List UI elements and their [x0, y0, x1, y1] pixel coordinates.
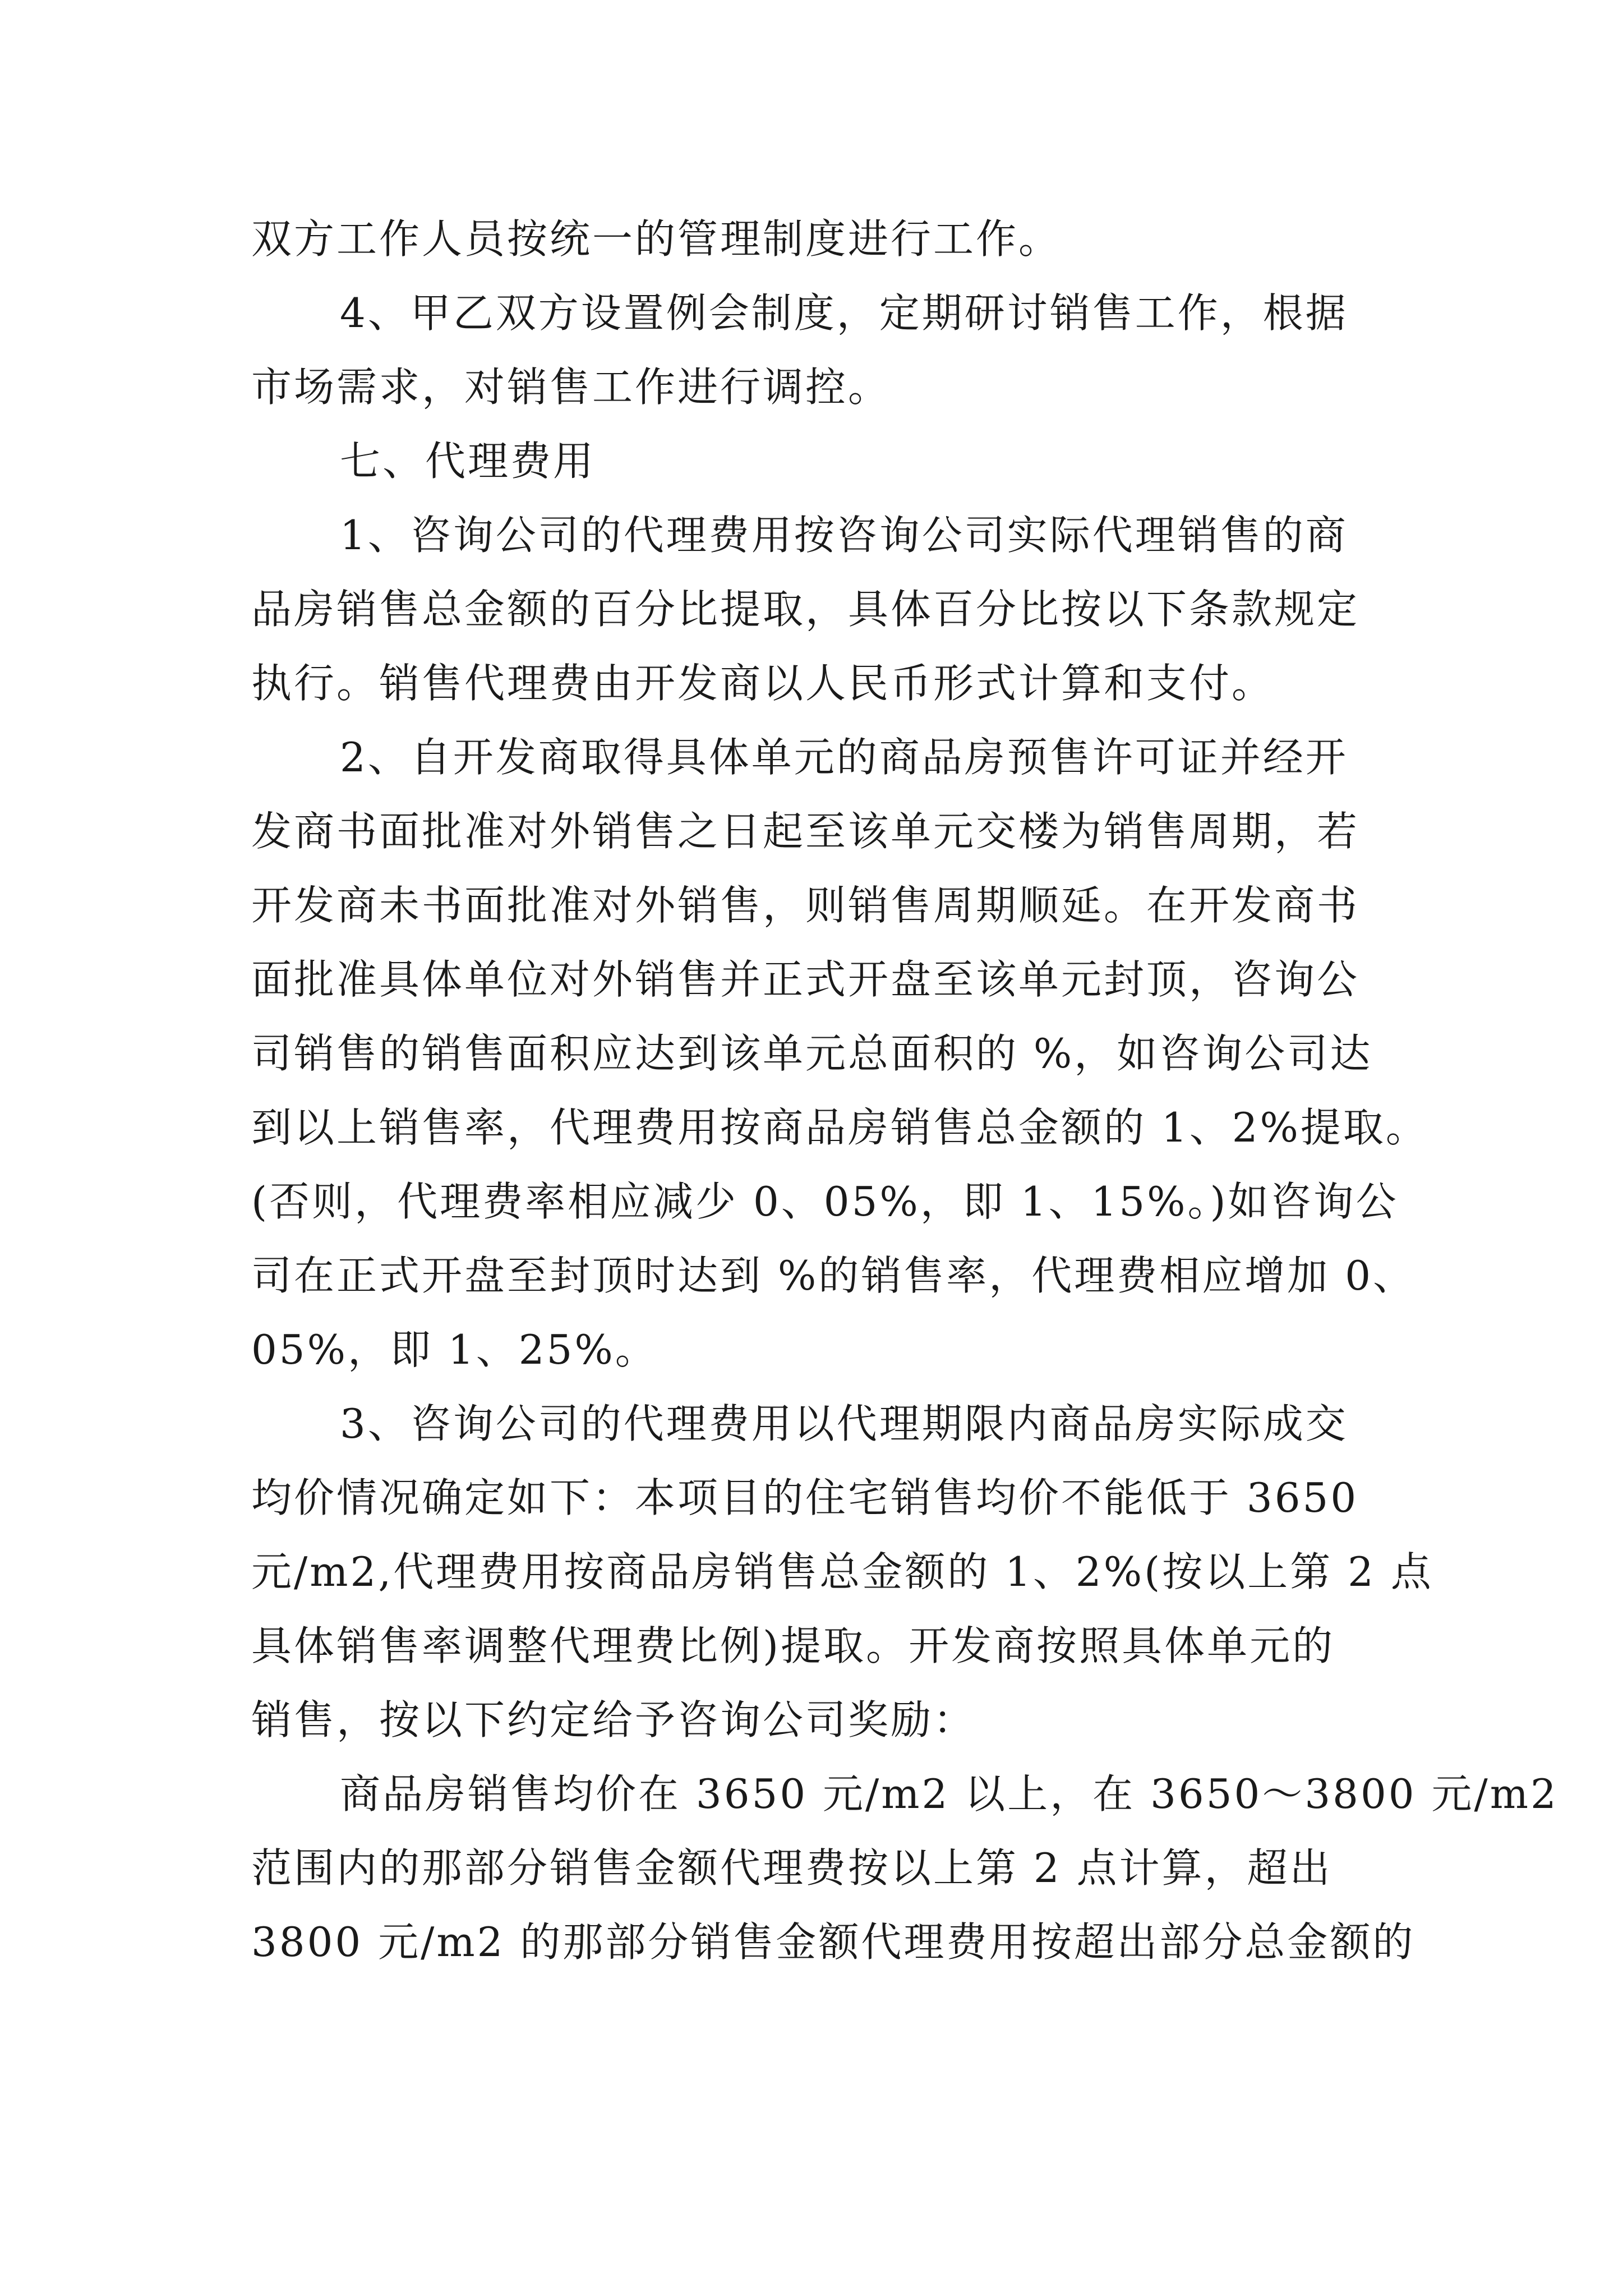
text-line: 双方工作人员按统一的管理制度进行工作。	[251, 215, 1062, 263]
text-line: 元/m2,代理费用按商品房销售总金额的 1、2%(按以上第 2 点	[251, 1548, 1433, 1595]
text-line: 面批准具体单位对外销售并正式开盘至该单元封顶，咨询公	[251, 956, 1360, 1003]
text-line: (否则，代理费率相应减少 0、05%，即 1、15%。)如咨询公	[251, 1178, 1399, 1225]
text-line: 发商书面批准对外销售之日起至该单元交楼为销售周期，若	[251, 808, 1360, 855]
text-line: 执行。销售代理费由开发商以人民币形式计算和支付。	[251, 660, 1275, 707]
text-line: 4、甲乙双方设置例会制度，定期研讨销售工作，根据	[340, 289, 1348, 337]
text-line: 均价情况确定如下：本项目的住宅销售均价不能低于 3650	[251, 1474, 1359, 1521]
text-line: 司在正式开盘至封顶时达到 %的销售率，代理费相应增加 0、	[251, 1252, 1415, 1299]
document-body	[251, 202, 1559, 1979]
text-line: 2、自开发商取得具体单元的商品房预售许可证并经开	[340, 734, 1348, 781]
text-line: 05%，即 1、25%。	[251, 1326, 658, 1373]
section-heading: 七、代理费用	[340, 438, 596, 485]
text-line: 3800 元/m2 的那部分销售金额代理费用按超出部分总金额的	[251, 1918, 1415, 1966]
text-line: 销售，按以下约定给予咨询公司奖励：	[251, 1696, 976, 1743]
text-line: 1、咨询公司的代理费用按咨询公司实际代理销售的商	[340, 512, 1348, 559]
text-line: 3、咨询公司的代理费用以代理期限内商品房实际成交	[340, 1400, 1348, 1447]
text-line: 范围内的那部分销售金额代理费按以上第 2 点计算，超出	[251, 1844, 1332, 1892]
text-line: 具体销售率调整代理费比例)提取。开发商按照具体单元的	[251, 1622, 1335, 1669]
text-line: 品房销售总金额的百分比提取，具体百分比按以下条款规定	[251, 586, 1360, 633]
text-line: 到以上销售率，代理费用按商品房销售总金额的 1、2%提取。	[251, 1104, 1428, 1151]
text-line: 市场需求，对销售工作进行调控。	[251, 364, 891, 411]
text-line: 开发商未书面批准对外销售，则销售周期顺延。在开发商书	[251, 882, 1360, 929]
text-line: 商品房销售均价在 3650 元/m2 以上，在 3650～3800 元/m2	[340, 1770, 1559, 1818]
text-line: 司销售的销售面积应达到该单元总面积的 %，如咨询公司达	[251, 1030, 1373, 1077]
